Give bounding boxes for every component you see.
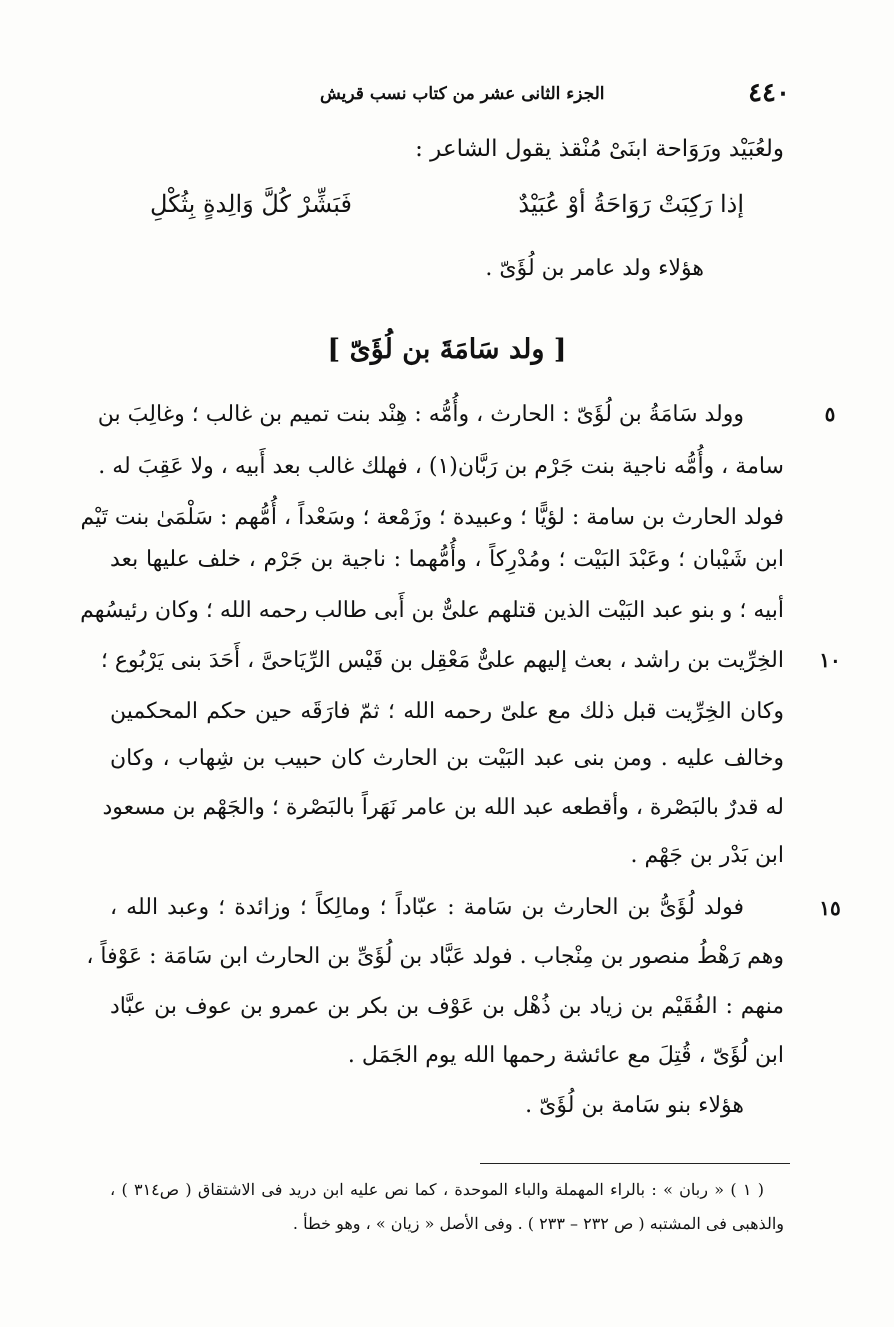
text-line: منهم : الفُقَيْم بن زياد بن ذُهْل بن عَوْف بن بكر بن عمرو بن عوف بن عبَّاد [110,994,784,1019]
text-line: وخالف عليه . ومن بنى عبد البَيْت بن الحارث كان حبيب بن شِهاب ، وكان [110,746,784,771]
footnote-line: ( ١ ) « ربان » : بالراء المهملة والباء الموحدة ، كما نص عليه ابن دريد فى الاشتقاق ( ص٣١٤ ) ، [110,1180,764,1199]
text-line: وولد سَامَةُ بن لُؤَىّ : الحارث ، وأُمُّه : هِنْد بنت تميم بن غالب ؛ وغالِبَ بن [97,402,744,427]
line-number-15: ١٥ [819,896,841,920]
verse-first-half: إذا رَكِبَتْ رَوَاحَةُ أوْ عُبَيْدٌ [518,190,744,218]
text-line: وهم رَهْطُ منصور بن مِنْجاب . فولد عَبَّاد بن لُؤَىِّ بن الحارث ابن سَامَة : عَوْفاً ، [86,944,784,969]
text-line: الخِرِّيت بن راشد ، بعث إليهم علىٌّ مَعْقِل بن قَيْس الرِّيَاحىَّ ، أَحَدَ بنى يَرْبُوع ؛ [100,648,784,673]
line-number-10: ١٠ [819,648,841,672]
text-line: وكان الخِرِّيت قبل ذلك مع علىّ رحمه الله ؛ ثمّ فارَقَه حين حكم المحكمين [110,699,784,724]
poem-verse [150,184,744,224]
text-line: ابن شَيْبان ؛ وعَبْدَ البَيْت ؛ ومُدْرِكاً ، وأُمُّهما : ناجية بن جَرْم ، خلف عليها بعد [110,547,784,572]
page-number: ٤٤٠ [748,78,790,108]
closing-sama-line: هؤلاء بنو سَامة بن لُؤَىّ . [525,1093,744,1118]
text-line: سامة ، وأُمُّه ناجية بنت جَرْم بن رَبَّان(١) ، فهلك غالب بعد أَبيه ، ولا عَقِبَ له . [98,454,784,479]
verse-second-half: فَبَشِّرْ كُلَّ وَالِدةٍ بِثُكْلِ [150,190,352,218]
intro-line: ولعُبَيْد ورَوَاحة ابنَىْ مُنْقذ يقول الشاعر : [415,136,784,162]
text-line: فولد لُؤَىُّ بن الحارث بن سَامة : عبّاداً ؛ ومالِكاً ؛ وزائدة ؛ وعبد الله ، [110,895,744,920]
text-line: فولد الحارث بن سامة : لؤيًّا ؛ وعبيدة ؛ وزَمْعة ؛ وسَعْداً ، أُمُّهم : سَلْمَىٰ بنت تَيْم [80,505,784,530]
page-header [140,78,790,108]
footnote-line: والذهبى فى المشتبه ( ص ٢٣٢ – ٢٣٣ ) . وفى الأصل « زيان » ، وهو خطأ . [292,1214,784,1233]
text-line: أبيه ؛ و بنو عبد البَيْت الذين قتلهم علىٌّ بن أَبى طالب رحمه الله ؛ وكان رئيسُهم [80,598,784,623]
section-heading: [ ولد سَامَةَ بن لُؤَىّ ] [327,334,567,365]
text-line: له قدرٌ بالبَصْرة ، وأقطعه عبد الله بن عامر نَهَراً بالبَصْرة ؛ والجَهْم بن مسعود [102,795,784,820]
line-number-5: ٥ [824,402,836,426]
running-title: الجزء الثانى عشر من كتاب نسب قريش [320,84,605,104]
closing-amir-line: هؤلاء ولد عامر بن لُؤَىّ . [485,256,704,281]
text-line: ابن بَدْر بن جَهْم . [630,843,784,868]
text-line: ابن لُؤَىّ ، قُتِلَ مع عائشة رحمها الله يوم الجَمَل . [347,1043,784,1068]
footnote-divider [480,1163,790,1164]
